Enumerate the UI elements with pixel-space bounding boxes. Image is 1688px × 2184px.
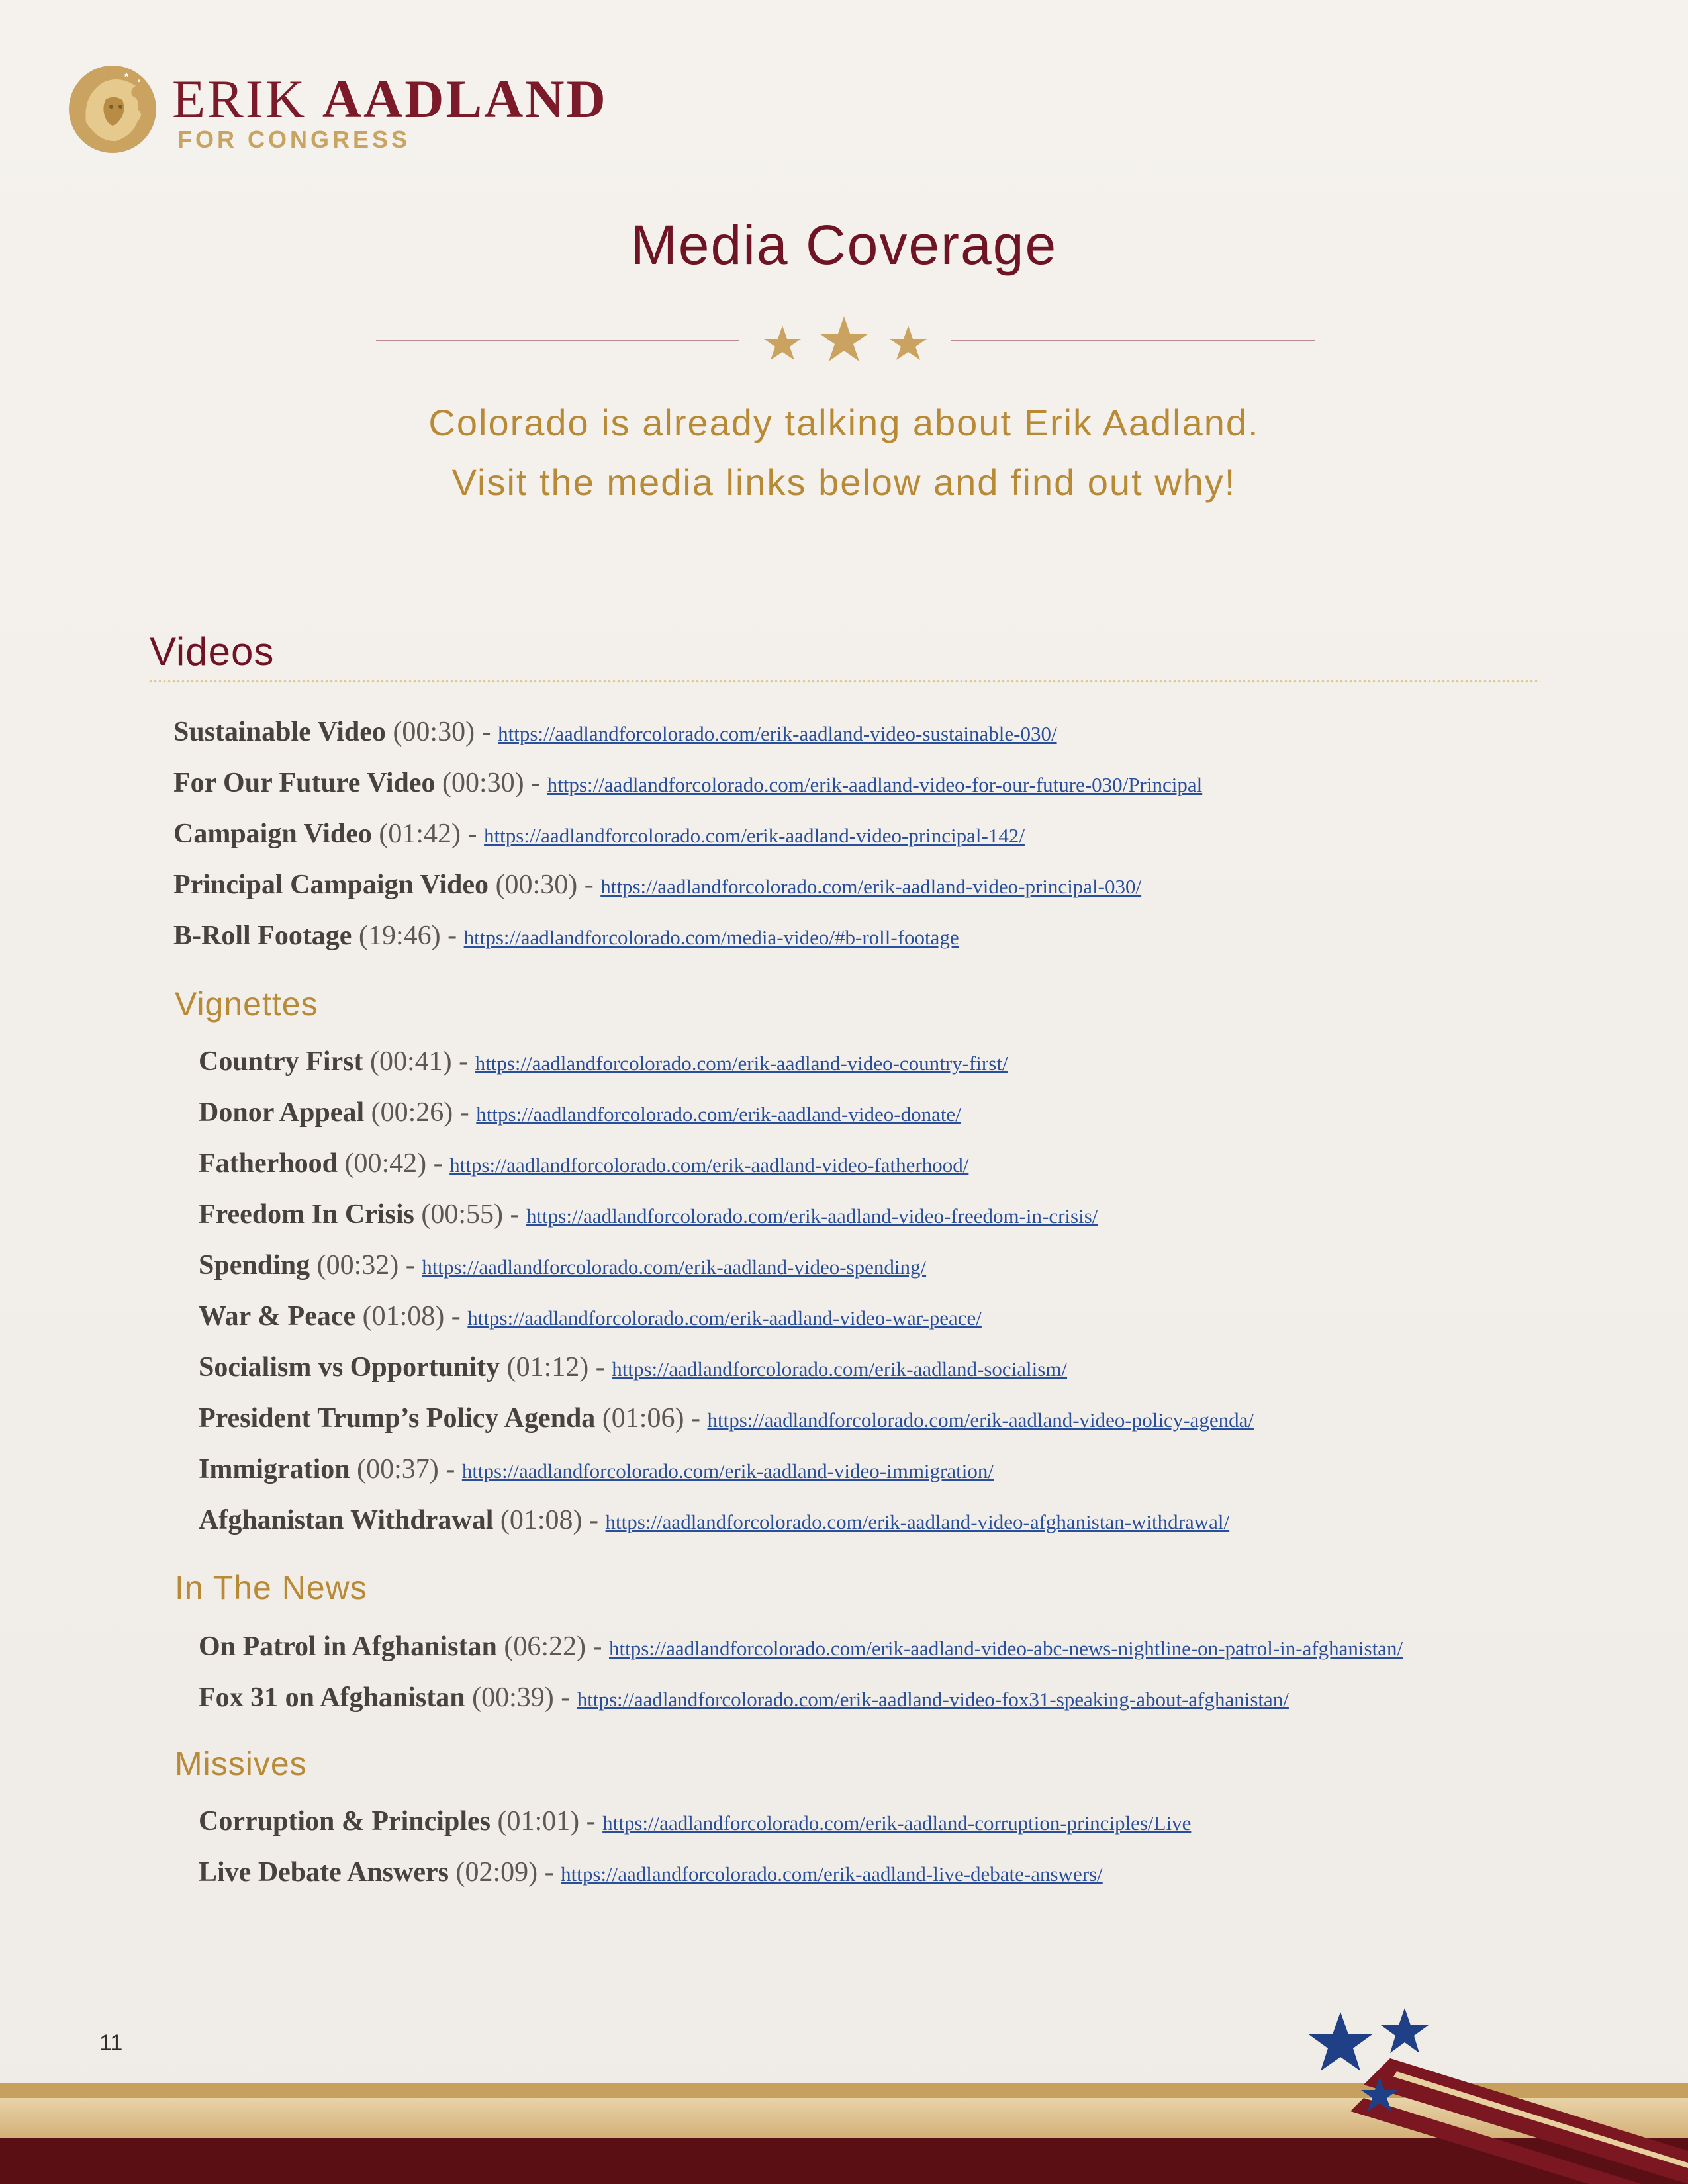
video-duration: (00:30) bbox=[442, 768, 524, 798]
video-link[interactable]: https://aadlandforcolorado.com/erik-aadland-video-donate/ bbox=[476, 1103, 961, 1126]
video-link[interactable]: https://aadlandforcolorado.com/erik-aadland-video-fatherhood/ bbox=[449, 1154, 969, 1177]
video-duration: (01:06) bbox=[602, 1403, 684, 1433]
list-item: Campaign Video (01:42) - https://aadlandforcolorado.com/erik-aadland-video-principal-142/ bbox=[173, 819, 1025, 849]
list-item: War & Peace (01:08) - https://aadlandforcolorado.com/erik-aadland-video-war-peace/ bbox=[199, 1301, 982, 1332]
brand-name bbox=[172, 63, 608, 136]
list-item: Corruption & Principles (01:01) - https://aadlandforcolorado.com/erik-aadland-corruption-principles/Live bbox=[199, 1806, 1192, 1837]
video-title: Principal Campaign Video bbox=[173, 870, 489, 900]
video-duration: (00:55) bbox=[421, 1199, 504, 1230]
video-link[interactable]: https://aadlandforcolorado.com/erik-aadland-video-country-first/ bbox=[475, 1052, 1008, 1075]
star-icon bbox=[1381, 2008, 1429, 2053]
video-duration: (00:30) bbox=[393, 717, 475, 747]
video-link[interactable]: https://aadlandforcolorado.com/erik-aadland-video-sustainable-030/ bbox=[498, 722, 1057, 745]
list-item: Afghanistan Withdrawal (01:08) - https://aadlandforcolorado.com/erik-aadland-video-afghanistan-withdrawal/ bbox=[199, 1505, 1230, 1535]
three-stars-icon bbox=[755, 311, 940, 371]
video-link[interactable]: https://aadlandforcolorado.com/erik-aadland-corruption-principles/Live bbox=[602, 1811, 1192, 1835]
video-link[interactable]: https://aadlandforcolorado.com/erik-aadland-live-debate-answers/ bbox=[561, 1862, 1103, 1886]
video-duration: (01:12) bbox=[506, 1352, 589, 1383]
video-duration: (00:30) bbox=[495, 870, 578, 900]
video-title: Sustainable Video bbox=[173, 717, 386, 747]
brand-first: ERIK bbox=[172, 69, 307, 129]
list-item: Fatherhood (00:42) - https://aadlandforcolorado.com/erik-aadland-video-fatherhood/ bbox=[199, 1148, 969, 1179]
video-title: President Trump’s Policy Agenda bbox=[199, 1403, 596, 1433]
tagline-line-2: Visit the media links below and find out why! bbox=[451, 461, 1237, 503]
list-item: Spending (00:32) - https://aadlandforcolorado.com/erik-aadland-video-spending/ bbox=[199, 1250, 927, 1281]
video-duration: (00:41) bbox=[369, 1046, 452, 1077]
video-title: Donor Appeal bbox=[199, 1097, 365, 1128]
title-divider-left bbox=[376, 340, 739, 341]
list-item: Fox 31 on Afghanistan (00:39) - https://aadlandforcolorado.com/erik-aadland-video-fox31-speaking-about-afghanistan/ bbox=[199, 1682, 1289, 1713]
list-item: For Our Future Video (00:30) - https://aadlandforcolorado.com/erik-aadland-video-for-our-future-030/Principal bbox=[173, 768, 1203, 798]
video-link[interactable]: https://aadlandforcolorado.com/erik-aadland-video-afghanistan-withdrawal/ bbox=[605, 1510, 1230, 1533]
video-duration: (02:09) bbox=[455, 1857, 538, 1888]
stars-and-stripes-decoration bbox=[1297, 1999, 1688, 2184]
video-link[interactable]: https://aadlandforcolorado.com/erik-aadland-video-freedom-in-crisis/ bbox=[526, 1205, 1098, 1228]
list-item: Country First (00:41) - https://aadlandforcolorado.com/erik-aadland-video-country-first/ bbox=[199, 1046, 1008, 1077]
list-item: On Patrol in Afghanistan (06:22) - https://aadlandforcolorado.com/erik-aadland-video-abc-news-nightline-on-patrol-in-afghanistan/ bbox=[199, 1631, 1403, 1662]
list-item: Live Debate Answers (02:09) - https://aadlandforcolorado.com/erik-aadland-live-debate-answers/ bbox=[199, 1857, 1103, 1888]
video-title: Corruption & Principles bbox=[199, 1806, 491, 1837]
list-item: President Trump’s Policy Agenda (01:06) - https://aadlandforcolorado.com/erik-aadland-video-policy-agenda/ bbox=[199, 1403, 1254, 1433]
video-title: For Our Future Video bbox=[173, 768, 436, 798]
video-link[interactable]: https://aadlandforcolorado.com/erik-aadland-video-policy-agenda/ bbox=[707, 1408, 1254, 1432]
video-title: Freedom In Crisis bbox=[199, 1199, 414, 1230]
vignettes-heading: Vignettes bbox=[175, 985, 318, 1023]
video-link[interactable]: https://aadlandforcolorado.com/erik-aadland-video-for-our-future-030/Principal bbox=[547, 773, 1203, 796]
video-link[interactable]: https://aadlandforcolorado.com/erik-aadland-video-principal-142/ bbox=[484, 824, 1025, 847]
video-link[interactable]: https://aadlandforcolorado.com/erik-aadland-video-fox31-speaking-about-afghanistan/ bbox=[577, 1688, 1289, 1711]
video-link[interactable]: https://aadlandforcolorado.com/erik-aadland-video-immigration/ bbox=[461, 1459, 994, 1482]
brand-subtitle: FOR CONGRESS bbox=[177, 126, 411, 153]
video-link[interactable]: https://aadlandforcolorado.com/erik-aadland-video-war-peace/ bbox=[467, 1306, 982, 1330]
star-icon bbox=[1309, 2012, 1372, 2071]
list-item: Socialism vs Opportunity (01:12) - https://aadlandforcolorado.com/erik-aadland-socialism/ bbox=[199, 1352, 1068, 1383]
video-duration: (00:42) bbox=[344, 1148, 427, 1179]
video-title: Socialism vs Opportunity bbox=[199, 1352, 500, 1383]
video-title: War & Peace bbox=[199, 1301, 356, 1332]
news-heading: In The News bbox=[175, 1569, 367, 1606]
video-duration: (01:08) bbox=[362, 1301, 445, 1332]
video-duration: (00:39) bbox=[472, 1682, 554, 1713]
video-title: Fatherhood bbox=[199, 1148, 338, 1179]
video-link[interactable]: https://aadlandforcolorado.com/media-video/#b-roll-footage bbox=[463, 926, 959, 949]
video-duration: (19:46) bbox=[358, 921, 441, 951]
video-title: Spending bbox=[199, 1250, 310, 1281]
list-item: Principal Campaign Video (00:30) - https://aadlandforcolorado.com/erik-aadland-video-principal-030/ bbox=[173, 870, 1142, 900]
lion-head-icon bbox=[66, 63, 159, 156]
video-title: B-Roll Footage bbox=[173, 921, 352, 951]
page-number: 11 bbox=[99, 2030, 123, 2056]
video-duration: (01:42) bbox=[379, 819, 461, 849]
video-link[interactable]: https://aadlandforcolorado.com/erik-aadland-socialism/ bbox=[612, 1357, 1068, 1381]
list-item: Immigration (00:37) - https://aadlandforcolorado.com/erik-aadland-video-immigration/ bbox=[199, 1454, 994, 1484]
video-title: Afghanistan Withdrawal bbox=[199, 1505, 494, 1535]
video-title: Country First bbox=[199, 1046, 363, 1077]
video-duration: (00:32) bbox=[316, 1250, 399, 1281]
tagline-line-1: Colorado is already talking about Erik Aadland. bbox=[428, 402, 1260, 443]
video-duration: (00:37) bbox=[357, 1454, 439, 1484]
videos-heading: Videos bbox=[150, 629, 275, 674]
video-title: Live Debate Answers bbox=[199, 1857, 449, 1888]
list-item: Freedom In Crisis (00:55) - https://aadlandforcolorado.com/erik-aadland-video-freedom-in-crisis/ bbox=[199, 1199, 1098, 1230]
section-divider bbox=[148, 679, 1540, 684]
video-title: Immigration bbox=[199, 1454, 350, 1484]
video-duration: (01:08) bbox=[500, 1505, 583, 1535]
video-duration: (01:01) bbox=[497, 1806, 580, 1837]
video-duration: (06:22) bbox=[504, 1631, 586, 1662]
video-link[interactable]: https://aadlandforcolorado.com/erik-aadland-video-principal-030/ bbox=[600, 875, 1142, 898]
video-title: On Patrol in Afghanistan bbox=[199, 1631, 497, 1662]
list-item: B-Roll Footage (19:46) - https://aadlandforcolorado.com/media-video/#b-roll-footage bbox=[173, 921, 959, 951]
list-item: Donor Appeal (00:26) - https://aadlandforcolorado.com/erik-aadland-video-donate/ bbox=[199, 1097, 961, 1128]
missives-heading: Missives bbox=[175, 1745, 307, 1782]
video-link[interactable]: https://aadlandforcolorado.com/erik-aadland-video-abc-news-nightline-on-patrol-in-afghanistan/ bbox=[608, 1637, 1403, 1660]
video-title: Fox 31 on Afghanistan bbox=[199, 1682, 465, 1713]
video-duration: (00:26) bbox=[371, 1097, 453, 1128]
title-divider-right bbox=[951, 340, 1315, 341]
video-title: Campaign Video bbox=[173, 819, 372, 849]
video-link[interactable]: https://aadlandforcolorado.com/erik-aadland-video-spending/ bbox=[422, 1255, 927, 1279]
list-item: Sustainable Video (00:30) - https://aadlandforcolorado.com/erik-aadland-video-sustainable-030/ bbox=[173, 717, 1057, 747]
brand-last: AADLAND bbox=[322, 69, 608, 129]
page-title: Media Coverage bbox=[630, 214, 1058, 276]
